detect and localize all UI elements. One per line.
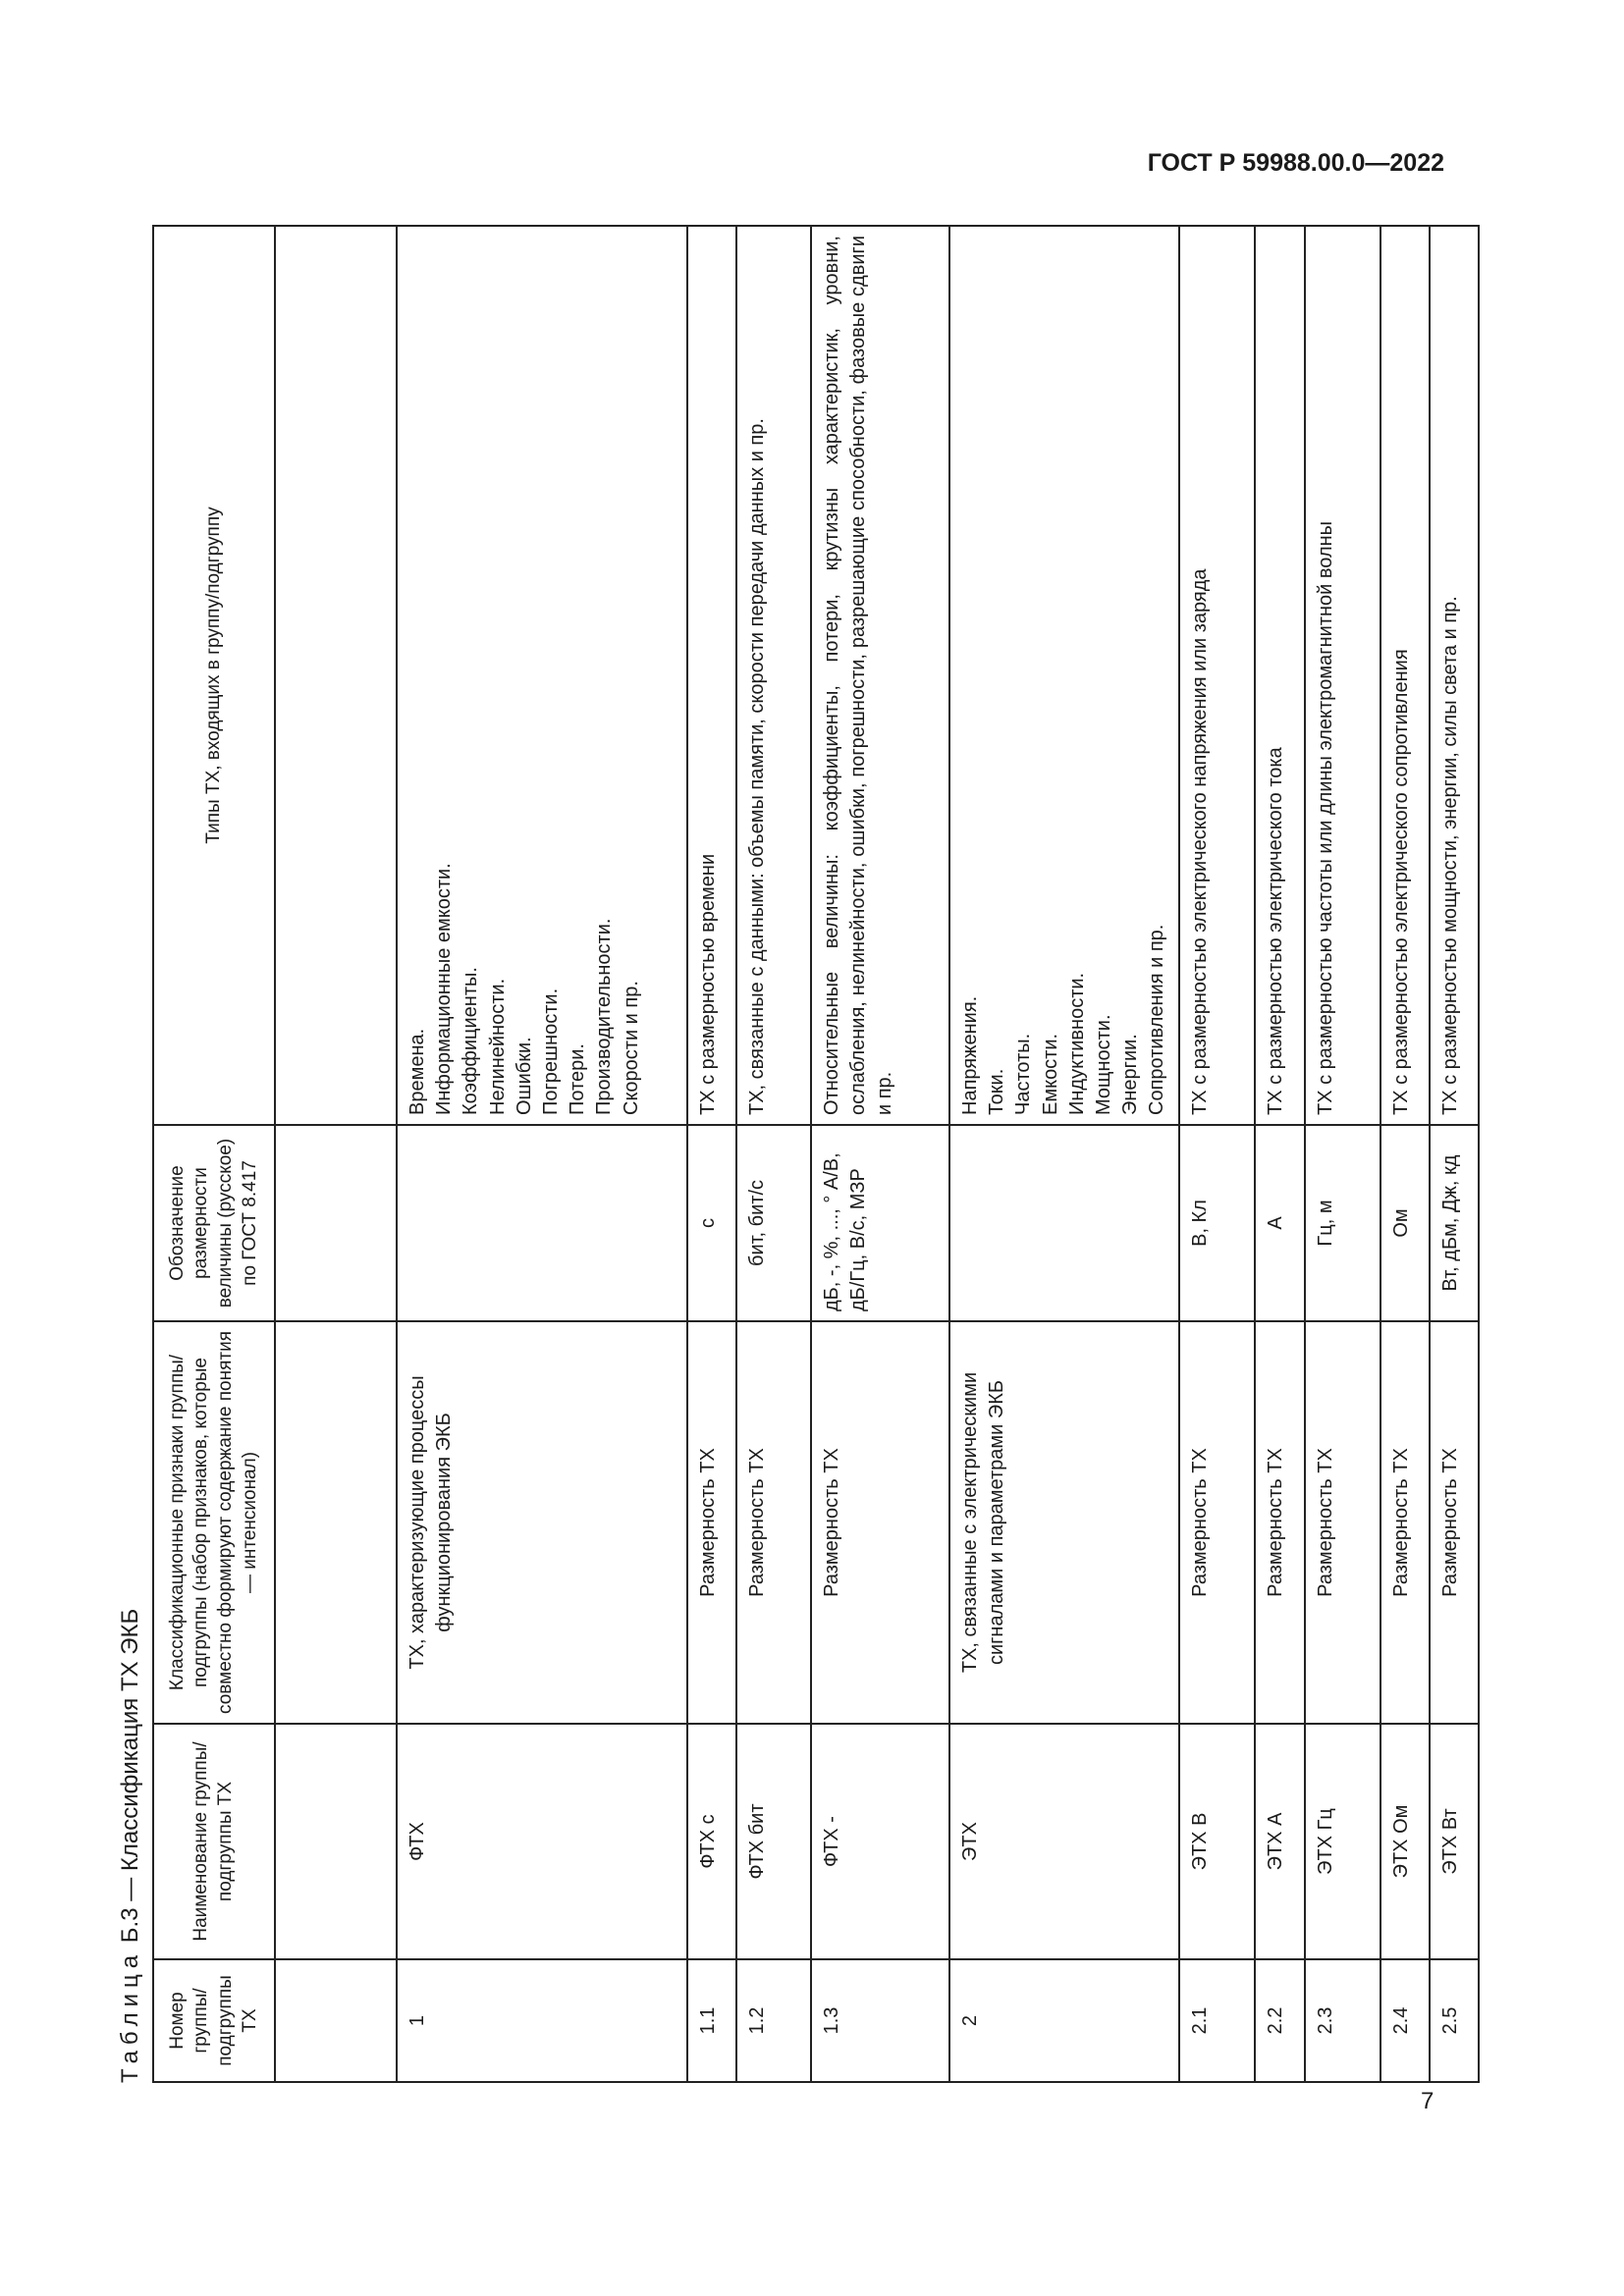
- cell-number: 2.5: [1430, 1959, 1479, 2082]
- cell-features: Размерность ТХ: [811, 1321, 949, 1724]
- table-row: [1380, 226, 1430, 2082]
- cell-number: 2.4: [1380, 1959, 1430, 2082]
- type-item: Производительности.: [593, 918, 616, 1115]
- cell-number: 2.2: [1255, 1959, 1305, 2082]
- type-item: Потери.: [567, 1043, 589, 1115]
- cell-name: ФТХ бит: [736, 1724, 811, 1959]
- type-item: Информационные емкости.: [433, 863, 456, 1115]
- cell-number: 2: [949, 1959, 1179, 2082]
- cell-number: 1.3: [811, 1959, 949, 2082]
- type-item: Времена.: [406, 1028, 428, 1115]
- type-item: Токи.: [986, 1068, 1008, 1115]
- column-header-name: Наименование группы/ подгруппы ТХ: [153, 1724, 275, 1959]
- table-caption: [111, 1609, 150, 2083]
- cell-unit: [949, 1125, 1179, 1321]
- cell-number: 1: [397, 1959, 687, 2082]
- cell-unit: дБ, -, %, ..., ° А/В, дБ/Гц, В/с, МЗР: [811, 1125, 949, 1321]
- cell-types: ТХ с размерностью мощности, энергии, силы света и пр.: [1430, 226, 1479, 1125]
- type-item: Энергии.: [1119, 1034, 1142, 1115]
- cell-name: ФТХ с: [687, 1724, 736, 1959]
- type-item: Индуктивности.: [1065, 972, 1088, 1115]
- table-header-row: [153, 226, 275, 2082]
- cell-features: Размерность ТХ: [1430, 1321, 1479, 1724]
- cell-types: ТХ, связанные с данными: объемы памяти, скорости передачи данных и пр.: [736, 226, 811, 1125]
- table-row: [736, 226, 811, 2082]
- cell-name: ФТХ -: [811, 1724, 949, 1959]
- cell-unit: с: [687, 1125, 736, 1321]
- cell-features: ТХ, связанные с электрическими сигналами и параметрами ЭКБ: [949, 1321, 1179, 1724]
- cell-unit: [397, 1125, 687, 1321]
- cell-features: Размерность ТХ: [736, 1321, 811, 1724]
- cell-name: ЭТХ: [949, 1724, 1179, 1959]
- cell-unit: Ом: [1380, 1125, 1430, 1321]
- cell-unit: Вт, дБм, Дж, кд: [1430, 1125, 1479, 1321]
- cell-features: Размерность ТХ: [1255, 1321, 1305, 1724]
- table-row: [1305, 226, 1380, 2082]
- cell-features: Размерность ТХ: [1380, 1321, 1430, 1724]
- table-caption-text: Б.3 — Классификация ТХ ЭКБ: [117, 1608, 143, 1944]
- cell-features: ТХ, характеризующие процессы функционирования ЭКБ: [397, 1321, 687, 1724]
- cell-types: [949, 226, 1179, 1125]
- cell-unit: бит, бит/с: [736, 1125, 811, 1321]
- table-row: [1179, 226, 1255, 2082]
- cell-number: 1.1: [687, 1959, 736, 2082]
- column-header-types: Типы ТХ, входящих в группу/подгруппу: [153, 226, 275, 1125]
- table-row: [1430, 226, 1479, 2082]
- type-item: Погрешности.: [539, 988, 562, 1115]
- table-row: [949, 226, 1179, 2082]
- type-item: Мощности.: [1092, 1014, 1114, 1115]
- type-item: Коэффициенты.: [460, 967, 482, 1115]
- cell-types: ТХ с размерностью электрического сопротивления: [1380, 226, 1430, 1125]
- cell-features: Размерность ТХ: [1305, 1321, 1380, 1724]
- cell-types: [397, 226, 687, 1125]
- cell-types: ТХ с размерностью частоты или длины электромагнитной волны: [1305, 226, 1380, 1125]
- cell-number: 1.2: [736, 1959, 811, 2082]
- cell-number: 2.1: [1179, 1959, 1255, 2082]
- cell-types: ТХ с размерностью электрического напряжения или заряда: [1179, 226, 1255, 1125]
- column-header-features: Классификационные признаки группы/ подгруппы (набор признаков, которые совместно формируют содержание понятия — интенсионал): [153, 1321, 275, 1724]
- cell-types: ТХ с размерностью времени: [687, 226, 736, 1125]
- cell-features: Размерность ТХ: [687, 1321, 736, 1724]
- classification-table: [152, 225, 1480, 2083]
- cell-name: ЭТХ Вт: [1430, 1724, 1479, 1959]
- cell-unit: Гц, м: [1305, 1125, 1380, 1321]
- cell-name: ЭТХ А: [1255, 1724, 1305, 1959]
- cell-types: Относительные величины: коэффициенты, потери, крутизны характеристик, уровни, ослабления, нелинейности, ошибки, погрешности, разрешающие способности, фазовые сдвиги и пр.: [811, 226, 949, 1125]
- table-row: [1255, 226, 1305, 2082]
- cell-name: ЭТХ Гц: [1305, 1724, 1380, 1959]
- table-row: [397, 226, 687, 2082]
- type-item: Скорости и пр.: [620, 981, 642, 1115]
- cell-features: Размерность ТХ: [1179, 1321, 1255, 1724]
- cell-unit: В, Кл: [1179, 1125, 1255, 1321]
- type-item: Частоты.: [1012, 1033, 1035, 1115]
- cell-types: ТХ с размерностью электрического тока: [1255, 226, 1305, 1125]
- cell-name: ЭТХ Ом: [1380, 1724, 1430, 1959]
- type-item: Емкости.: [1039, 1033, 1061, 1115]
- table-row: [811, 226, 949, 2082]
- table-row: [687, 226, 736, 2082]
- cell-name: ФТХ: [397, 1724, 687, 1959]
- cell-number: 2.3: [1305, 1959, 1380, 2082]
- type-item: Напряжения.: [959, 995, 981, 1115]
- header-separator-row: [275, 226, 397, 2082]
- column-header-unit: Обозначение размерности величины (русское) по ГОСТ 8.417: [153, 1125, 275, 1321]
- type-item: Сопротивления и пр.: [1146, 924, 1168, 1115]
- cell-unit: А: [1255, 1125, 1305, 1321]
- cell-name: ЭТХ В: [1179, 1724, 1255, 1959]
- rotated-table-block: [111, 227, 1461, 2083]
- table-caption-prefix: Таблица: [117, 1949, 143, 2083]
- column-header-number: Номер группы/ подгруппы ТХ: [153, 1959, 275, 2082]
- type-item: Нелинейности.: [486, 978, 509, 1115]
- document-standard-header: ГОСТ Р 59988.00.0—2022: [1147, 149, 1444, 177]
- page-number: 7: [1421, 2088, 1435, 2114]
- type-item: Ошибки.: [513, 1037, 535, 1115]
